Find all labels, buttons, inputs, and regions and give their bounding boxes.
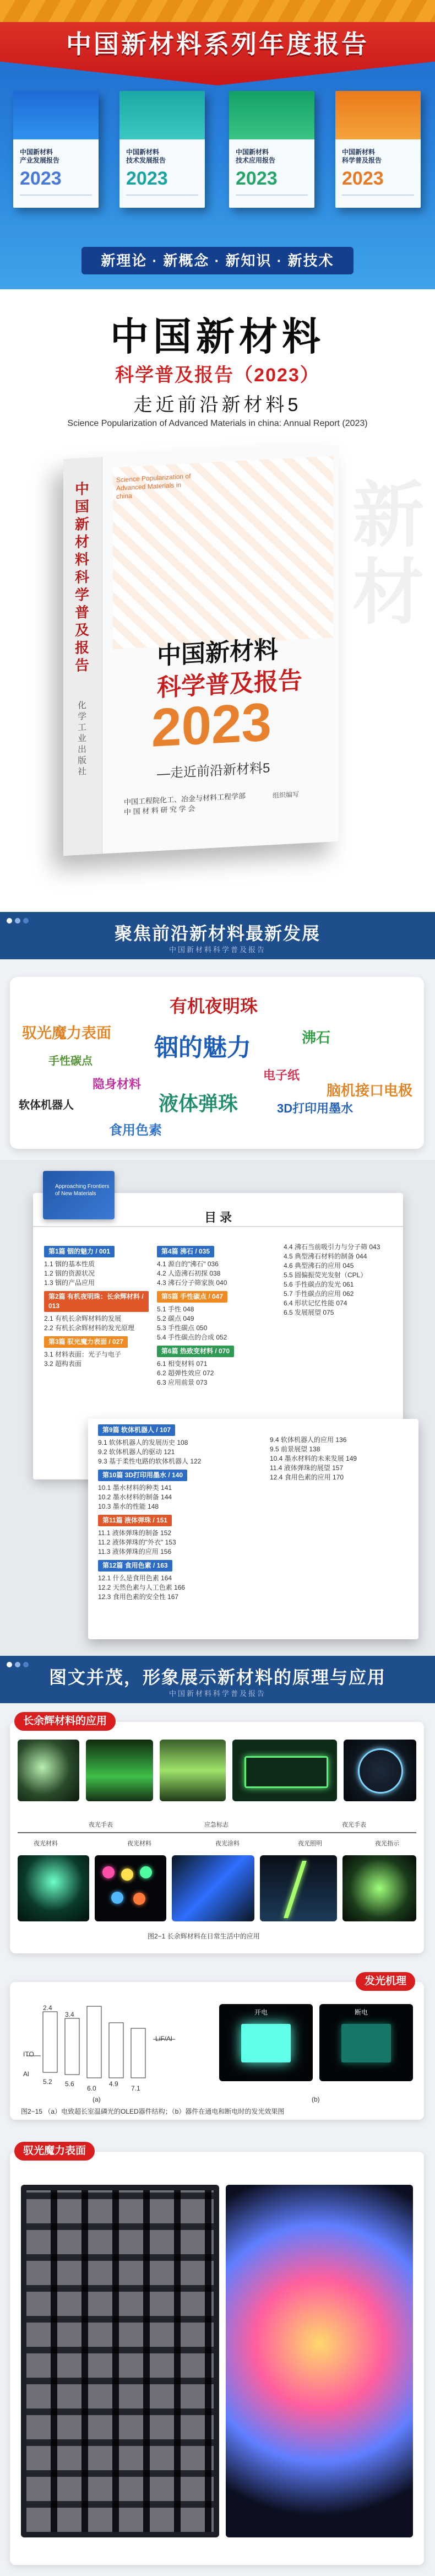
book-cover-technology: [119, 91, 205, 208]
figure2-caption: 图2−15 （a）电致超长室温磷光的OLED器件结构；（b）器件在通电和断电时的发光效果图: [21, 2108, 285, 2115]
toc-chapter: 第5篇 手性碳点 / 047: [157, 1291, 227, 1303]
toc-section-item: 9.3 基于柔性电路的软体机器人 122: [98, 1457, 202, 1465]
toc-section-item: 6.1 相变材料 071: [157, 1360, 208, 1368]
book-spine: [63, 457, 102, 856]
toc-section-item: 10.4 墨水材料的未来发展 149: [270, 1455, 357, 1462]
spine-title: 中国新材料科学普及报告: [74, 480, 89, 674]
topics-subheading: 中国新材料科学普及报告: [168, 946, 266, 954]
toc-section-item: 5.7 手性碳点的应用 062: [284, 1290, 354, 1298]
keyword: 手性碳点: [48, 1055, 93, 1067]
toc-section-item: 4.3 沸石分子筛家族 040: [157, 1279, 227, 1287]
cover-english: Science Popularization of Advanced Materials in china: [116, 472, 191, 501]
flow-label-top: 应急标志: [204, 1822, 229, 1828]
toc-section-item: 1.3 铟的产品应用: [44, 1279, 95, 1287]
toc-section-item: 9.5 前景展望 138: [270, 1445, 320, 1453]
tagline: 新理论 · 新概念 · 新知识 · 新技术: [81, 247, 354, 274]
keyword: 有机夜明珠: [170, 996, 258, 1016]
toc-column-2: [157, 1243, 278, 1387]
toc-section-item: 10.3 墨水的性能 148: [98, 1503, 159, 1510]
keyword: 驭光魔力表面: [22, 1025, 111, 1041]
main-book-section: [0, 289, 435, 912]
flow-label-top: 夜光手表: [342, 1822, 366, 1828]
toc-section-item: 5.6 手性碳点的发光 061: [284, 1281, 354, 1288]
energy-label: 5.2: [43, 2078, 52, 2086]
book-title: 中国新材料 技术发展报告: [126, 148, 166, 164]
toc-section-item: 5.2 碳点 049: [157, 1315, 194, 1322]
toc-section-item: 3.2 超构表面: [44, 1360, 82, 1368]
toc-chapter: 第10篇 3D打印用墨水 / 140: [98, 1470, 187, 1481]
toc-section-item: 11.2 液体弹珠的"外衣" 153: [98, 1538, 176, 1546]
flow-label-bottom: 夜光材料: [127, 1840, 151, 1847]
keyword: 电子纸: [263, 1068, 300, 1082]
energy-label: 3.4: [65, 2011, 74, 2018]
photo-glow-road: [260, 1855, 337, 1921]
toc-section-item: 12.3 食用色素的安全性 167: [98, 1593, 179, 1601]
photo-glow-stone: [342, 1855, 416, 1921]
tag-light-surface: 驭光魔力表面: [14, 2142, 95, 2161]
toc-section-item: 5.5 圆偏振荧光发射（CPL）: [284, 1271, 367, 1279]
topics-section: [0, 912, 435, 1160]
photo-glow-vase: [160, 1740, 226, 1801]
energy-label: 6.0: [87, 2084, 96, 2092]
toc-section-item: 2.2 有机长余辉材料的发光原理: [44, 1324, 135, 1332]
toc-section-item: 9.2 软体机器人的驱动 121: [98, 1448, 175, 1456]
book-cover-popularization: [335, 91, 421, 208]
toc-column-1: [44, 1243, 149, 1369]
toc-chapter: 第6篇 热致变材料 / 070: [157, 1346, 234, 1357]
flow-label-bottom: 夜光照明: [298, 1840, 322, 1847]
book-cover-industry: [13, 91, 99, 208]
toc-section-item: 11.4 液体弹珠的展望 157: [270, 1464, 344, 1472]
toc-page-2: [88, 1419, 418, 1639]
cover-year: 2023: [151, 691, 272, 758]
illustrations-header: [0, 1656, 435, 1703]
photo-glow-glass: [86, 1740, 153, 1801]
toc-title: 目 录: [204, 1211, 232, 1224]
energy-label: 7.1: [131, 2084, 140, 2092]
toc-section-item: 10.1 墨水材料的种类 141: [98, 1484, 172, 1492]
toc-section-item: 12.1 什么是食用色素 164: [98, 1574, 172, 1582]
keyword: 铟的魅力: [154, 1034, 251, 1061]
photo-oled-off: [319, 2004, 413, 2081]
figure1-caption: 图2−1 长余辉材料在日常生活中的应用: [148, 1932, 260, 1940]
toc-section-item: 4.1 源自的"沸石" 036: [157, 1260, 219, 1268]
keyword-cloud: [10, 977, 424, 1149]
illustrations-subheading: 中国新材料科学普及报告: [168, 1689, 266, 1698]
flow-label-bottom: 夜光指示: [375, 1840, 399, 1847]
photo-watch: [344, 1740, 416, 1801]
book-cover-application: [229, 91, 314, 208]
energy-label: LiF/Al: [155, 2035, 172, 2043]
toc-section-item: 1.1 铟的基本性质: [44, 1260, 95, 1268]
toc-section-item: 9.1 软体机器人的发展历史 108: [98, 1439, 188, 1446]
figure2-part-b: (b): [312, 2096, 320, 2103]
energy-label: 5.6: [65, 2080, 74, 2088]
toc-chapter: 第2篇 有机夜明珠：长余辉材料 / 013: [44, 1291, 149, 1312]
flow-label-top: 夜光手表: [89, 1822, 113, 1828]
toc-section-item: 3.1 材料表面：光子与电子: [44, 1351, 122, 1358]
series-banner: [0, 0, 435, 289]
spine-publisher: 化学工业出版社: [77, 700, 86, 777]
toc-divider: [33, 1226, 403, 1227]
photo-metasurface-array: [21, 2185, 219, 2537]
toc-cover-text: Approaching Frontiers of New Materials: [55, 1184, 110, 1197]
timeline-line: [18, 1832, 416, 1833]
oled-off-label: 断电: [355, 2008, 368, 2016]
keyword: 软体机器人: [19, 1099, 74, 1111]
toc-chapter: 第3篇 驭光魔力表面 / 027: [44, 1336, 128, 1348]
book-year: 2023: [126, 168, 168, 189]
cover-title-line1: 中国新材料: [157, 636, 278, 670]
book-english-title: Science Popularization of Advanced Materials in china: Annual Report (2023): [67, 419, 368, 428]
figure-afterglow-panel: [10, 1722, 424, 1953]
photo-exit-sign: [232, 1740, 337, 1801]
oled-on-label: 开电: [254, 2008, 268, 2016]
keyword: 3D打印用墨水: [277, 1101, 354, 1115]
book-subtitle: 科学普及报告（2023）: [115, 365, 320, 386]
keyword: 脑机接口电极: [327, 1082, 413, 1099]
toc-section: [0, 1160, 435, 1656]
photo-glow-tiles: [172, 1855, 254, 1921]
topics-header: [0, 912, 435, 959]
cover-series: —走近前沿新材料5: [157, 760, 270, 782]
toc-chapter: 第11篇 液体弹珠 / 151: [98, 1515, 172, 1526]
figure2-part-a: (a): [93, 2096, 101, 2103]
keyword: 沸石: [302, 1029, 331, 1046]
photo-oled-on: [219, 2004, 313, 2081]
toc-section-item: 11.1 液体弹珠的制备 152: [98, 1529, 172, 1537]
photo-glow-ball: [18, 1740, 79, 1801]
photo-structural-color: [226, 2185, 413, 2537]
book-year: 2023: [20, 168, 62, 189]
toc-section-item: 12.4 食用色素的应用 170: [270, 1473, 344, 1481]
toc-section-item: 5.1 手性 048: [157, 1305, 194, 1313]
energy-label: ITO: [23, 2050, 34, 2058]
watch-icon: [358, 1748, 403, 1794]
toc-card2-right: [270, 1435, 413, 1482]
book-main-title: 中国新材料: [110, 315, 325, 358]
energy-label: 2.4: [43, 2004, 52, 2012]
cover-authors: 中国工程院化工、冶金与材料工程学部 中 国 材 料 研 究 学 会: [124, 791, 246, 817]
figure-mechanism-panel: [10, 1982, 424, 2120]
toc-chapter: 第4篇 沸石 / 035: [157, 1246, 214, 1257]
toc-section-item: 4.5 典型沸石材料的制备 044: [284, 1252, 367, 1260]
book-cover-3d: [63, 445, 339, 856]
ribbon-stripe: [0, 0, 435, 22]
toc-section-item: 12.2 天然色素与人工色素 166: [98, 1584, 186, 1591]
toc-chapter: 第1篇 铟的魅力 / 001: [44, 1246, 115, 1257]
toc-section-item: 1.2 铟的资源状况: [44, 1270, 95, 1277]
book-year: 2023: [342, 168, 384, 189]
toc-section-item: 6.4 形状记忆性能 074: [284, 1299, 347, 1307]
toc-section-item: 5.4 手性碳点的合成 052: [157, 1333, 227, 1341]
photo-glow-beads: [95, 1855, 166, 1921]
toc-section-item: 4.4 沸石当前吸引力与分子筛 043: [284, 1243, 380, 1251]
energy-label: Al: [23, 2070, 29, 2078]
book-title: 中国新材料 科学普及报告: [342, 148, 382, 164]
toc-column-3: [284, 1243, 399, 1317]
background-watermark-text: 新材: [352, 475, 425, 633]
toc-section-item: 5.3 手性碳点 050: [157, 1324, 208, 1332]
keyword: 食用色素: [109, 1123, 162, 1138]
topics-heading: 聚焦前沿新材料最新发展: [114, 924, 320, 943]
toc-section-item: 11.3 液体弹珠的应用 156: [98, 1548, 172, 1556]
keyword: 隐身材料: [93, 1077, 142, 1091]
toc-card2-left: [98, 1421, 263, 1602]
keyword: 液体弹珠: [159, 1092, 238, 1115]
exit-sign-icon: [244, 1756, 328, 1788]
toc-chapter: 第9篇 软体机器人 / 107: [98, 1424, 175, 1436]
book-title: 中国新材料 产业发展报告: [20, 148, 60, 164]
tag-mechanism: 发光机理: [356, 1972, 415, 1991]
cover-title-line2: 科学普及报告: [157, 667, 302, 702]
illustrations-heading: 图文并茂，形象展示新材料的原理与应用: [48, 1667, 386, 1687]
flow-label-bottom: 夜光材料: [34, 1840, 58, 1847]
book-series: 走近前沿新材料5: [133, 395, 302, 415]
photo-glow-bottle: [18, 1855, 89, 1921]
series-title: 中国新材料系列年度报告: [66, 30, 369, 58]
cover-author-role: 组织编写: [273, 790, 300, 800]
book-title: 中国新材料 技术应用报告: [236, 148, 276, 164]
toc-section-item: 10.2 墨水材料的制备 144: [98, 1493, 172, 1501]
book-year: 2023: [236, 168, 278, 189]
toc-section-item: 4.2 人造沸石初探 038: [157, 1270, 221, 1277]
toc-chapter: 第12篇 食用色素 / 163: [98, 1560, 172, 1571]
toc-section-item: 6.3 应用前景 073: [157, 1379, 208, 1386]
illustrations-section: [0, 1656, 435, 2576]
figure-light-surface-panel: [10, 2152, 424, 2565]
toc-section-item: 6.5 发展展望 075: [284, 1309, 334, 1316]
toc-section-item: 6.2 超弹性效应 072: [157, 1369, 214, 1377]
flow-label-bottom: 夜光涂料: [215, 1840, 240, 1847]
energy-label: 4.9: [109, 2080, 118, 2088]
toc-section-item: 2.1 有机长余辉材料的发展: [44, 1315, 122, 1322]
toc-section-item: 9.4 软体机器人的应用 136: [270, 1436, 347, 1444]
toc-section-item: 4.6 典型沸石的应用 045: [284, 1262, 354, 1270]
tag-afterglow: 长余辉材料的应用: [14, 1712, 116, 1731]
